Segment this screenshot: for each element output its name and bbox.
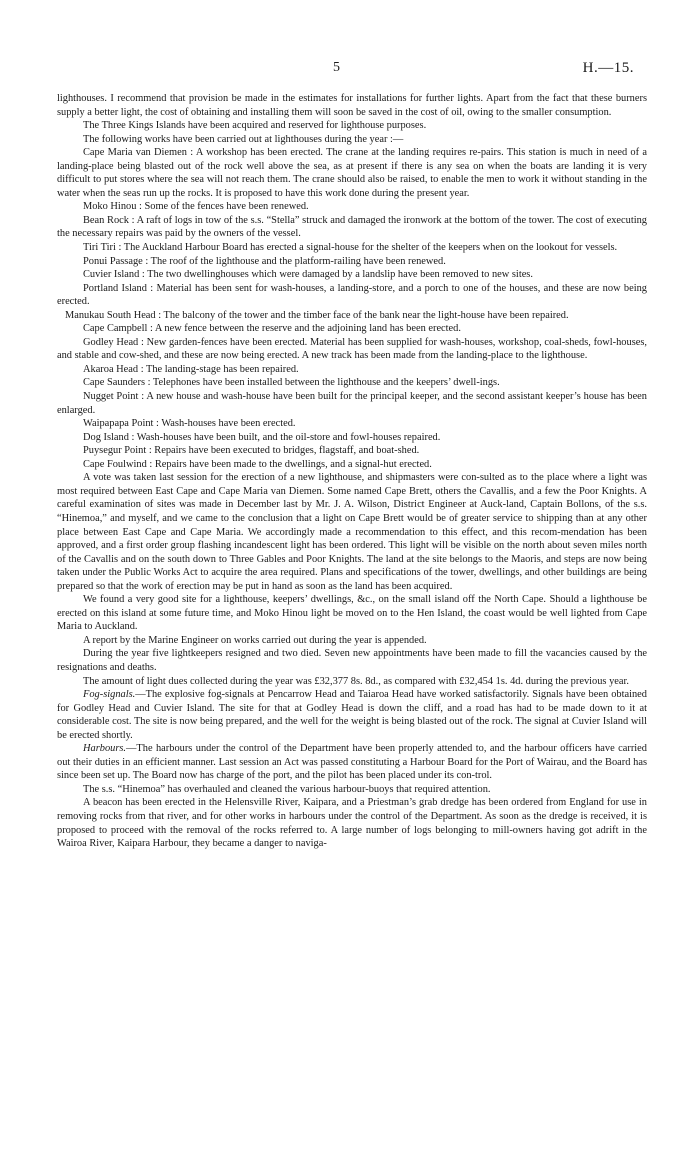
- paragraph: [57, 322, 647, 336]
- paragraph-text: —The explosive fog-signals at Pencarrow Head and Taiaroa Head have worked satisfactorily. Signals have been obtained for Godley Head and Cuvier Island. The site for that at Godley Head is down the cliff, and a road has had to be made down to it at considerable cost. The site is now being prepared, and the well for the weight is being blasted out of the rock. The signal at Cuvier Island will be erected shortly.: [57, 689, 647, 741]
- paragraph-text: Cape Campbell : A new fence between the reserve and the adjoining land has been erected.: [83, 323, 461, 335]
- paragraph: [57, 688, 647, 742]
- paragraph-text: Cuvier Island : The two dwellinghouses which were damaged by a landslip have been removed to new sites.: [83, 269, 533, 281]
- paragraph-text: Waipapapa Point : Wash-houses have been erected.: [83, 418, 296, 430]
- body-text: [57, 92, 647, 851]
- paragraph: [57, 92, 647, 119]
- paragraph: [57, 458, 647, 472]
- paragraph-text: The amount of light dues collected during the year was £32,377 8s. 8d., as compared with £32,454 1s. 4d. during the previous year.: [83, 675, 629, 687]
- paragraph-text: Nugget Point : A new house and wash-house have been built for the principal keeper, and the second assistant keeper’s house has been enlarged.: [57, 391, 647, 416]
- document-reference: H.—15.: [582, 60, 634, 76]
- paragraph-text: Manukau South Head : The balcony of the tower and the timber face of the bank near the light-house have been repaired.: [65, 309, 569, 321]
- paragraph-text: —The harbours under the control of the Department have been properly attended to, and the harbour officers have carried out their duties in an efficient manner. Last session an Act was passed constituting a Harbour Board for the Port of Wairau, and the Board has since been set up. The Board now has charge of the port, and the pilot has been placed under its con-trol.: [57, 743, 647, 782]
- paragraph-text: Tiri Tiri : The Auckland Harbour Board has erected a signal-house for the shelter of the keepers when on the lookout for vessels.: [83, 242, 618, 254]
- paragraph-text: A beacon has been erected in the Helensville River, Kaipara, and a Priestman’s grab dredge has been ordered from England for use in removing rocks from that river, and for other works in harbours under the control of the Department. As soon as the dredge is received, it is proposed to proceed with the removal of the rocks referred to. A large number of logs belonging to mill-owners having got adrift in the Wairoa River, Kaipara Harbour, they became a danger to naviga-: [57, 797, 647, 850]
- paragraph-text: Akaroa Head : The landing-stage has been repaired.: [83, 363, 299, 375]
- paragraph-text: Moko Hinou : Some of the fences have been renewed.: [83, 201, 309, 213]
- paragraph-text: Cape Maria van Diemen : A workshop has been erected. The crane at the landing requires re-pairs. This station is much in need of a landing-place being blasted out of the rock well above the sea, as at present if there is any sea on when the boats are landing it is very difficult to put stores where the sea will not reach them. The crane should also be raised, to enable the men to work it without standing in the water when the seas run up the rocks. It is proposed to have this work done during the present year.: [57, 147, 647, 199]
- paragraph: [57, 431, 647, 445]
- paragraph: [57, 444, 647, 458]
- section-heading: Fog-signals.: [83, 689, 136, 701]
- paragraph-text: Cape Saunders : Telephones have been installed between the lighthouse and the keepers’ dwell-ings.: [83, 377, 500, 389]
- paragraph: [57, 119, 647, 133]
- paragraph-text: The Three Kings Islands have been acquired and reserved for lighthouse purposes.: [83, 120, 427, 132]
- paragraph-text: Portland Island : Material has been sent for wash-houses, a landing-store, and a porch to one of the houses, and these are now being erected.: [57, 282, 647, 308]
- paragraph: [57, 363, 647, 377]
- section-heading: Harbours.: [83, 743, 127, 755]
- paragraph: [57, 647, 647, 674]
- paragraph: [57, 133, 647, 147]
- paragraph-text: A report by the Marine Engineer on works carried out during the year is appended.: [83, 634, 427, 646]
- paragraph: [57, 417, 647, 431]
- paragraph-text: Godley Head : New garden-fences have been erected. Material has been supplied for wash-houses, workshop, coal-sheds, fowl-houses, and stable and cow-shed, and these are now being erected. A new track has been made from the landing-place to the lighthouse.: [57, 336, 647, 362]
- paragraph: [57, 309, 647, 323]
- paragraph: [57, 390, 647, 417]
- paragraph: [57, 593, 647, 634]
- paragraph: [57, 336, 647, 363]
- paragraph: [57, 471, 647, 593]
- paragraph-text: A vote was taken last session for the erection of a new lighthouse, and shipmasters were con-sulted as to the place where a light was most required between East Cape and Cape Maria van Diemen. Some named Cape Brett, others the Cavallis, and a few the Poor Knights. A careful examination of sites was made in December last by Mr. J. A. Wilson, District Engineer at Auck-land, Captain Bollons, of the s.s. “Hinemoa,” and myself, and we came to the conclusion that a light on Cape Brett would be of greater service to shipping than at any other place between East Cape and Cape Maria. We accordingly made a recommendation to this effect, and this recom-mendation has been approved, and a first order group flashing incandescent light has been ordered. This light will be visible on the north about seven miles north of the Cavallis and on the south down to Three Gables and Poor Knights. The land at the site belongs to the Maoris, and steps are now being taken under the Public Works Act to acquire the area required. Plans and specifications of the tower, dwellings, and other buildings are being prepared so that the work of erection may be put in hand as soon as the land has been acquired.: [57, 472, 647, 592]
- page-number: 5: [333, 60, 340, 75]
- paragraph-text: Bean Rock : A raft of logs in tow of the s.s. “Stella” struck and damaged the ironwork at the bottom of the tower. The cost of executing the necessary repairs was paid by the owners of the vessel.: [57, 214, 647, 240]
- paragraph: [57, 376, 647, 390]
- paragraph: [57, 268, 647, 282]
- paragraph-text: During the year five lightkeepers resigned and two died. Seven new appointments have been made to fill the vacancies caused by the resignations and deaths.: [57, 648, 647, 673]
- paragraph-text: Cape Foulwind : Repairs have been made to the dwellings, and a signal-hut erected.: [83, 458, 432, 470]
- paragraph: [57, 146, 647, 200]
- paragraph: [57, 742, 647, 783]
- paragraph: [57, 200, 647, 214]
- paragraph: [57, 214, 647, 241]
- paragraph: [57, 783, 647, 797]
- paragraph: [57, 634, 647, 648]
- paragraph: [57, 241, 647, 255]
- paragraph-text: The following works have been carried out at lighthouses during the year :—: [83, 133, 404, 145]
- paragraph-text: Puysegur Point : Repairs have been executed to bridges, flagstaff, and boat-shed.: [83, 445, 420, 457]
- paragraph-text: lighthouses. I recommend that provision be made in the estimates for installations for further lights. Apart from the fact that these burners supply a better light, the cost of obtaining and installing them will soon be saved in the cost of oil, owing to the smaller consumption.: [57, 93, 647, 118]
- paragraph: [57, 675, 647, 689]
- paragraph-text: Dog Island : Wash-houses have been built, and the oil-store and fowl-houses repaired.: [83, 431, 441, 443]
- paragraph-text: We found a very good site for a lighthouse, keepers’ dwellings, &c., on the small island off the North Cape. Should a lighthouse be erected on this island at some future time, and Moko Hinou light be moved on to the Hen Island, the coast would be well lighted from Cape Maria to Auckland.: [57, 594, 647, 633]
- paragraph: [57, 255, 647, 269]
- paragraph: [57, 282, 647, 309]
- paragraph-text: The s.s. “Hinemoa” has overhauled and cleaned the various harbour-buoys that required attention.: [83, 783, 491, 795]
- paragraph: [57, 796, 647, 850]
- paragraph-text: Ponui Passage : The roof of the lighthouse and the platform-railing have been renewed.: [83, 255, 446, 267]
